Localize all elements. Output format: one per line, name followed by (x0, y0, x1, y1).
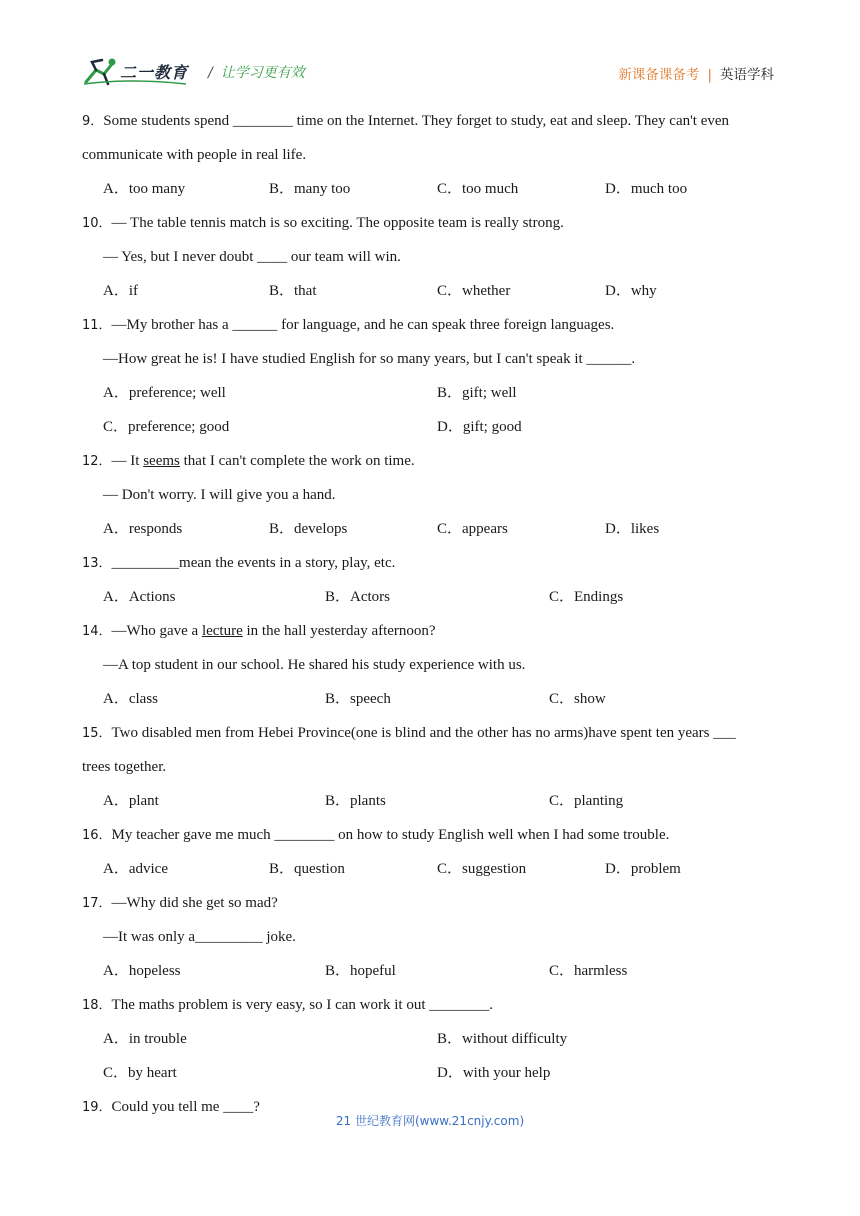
question-18-options-row1 (82, 1022, 782, 1056)
question-11-options-row2 (82, 410, 782, 444)
question-13: 13．_________mean the events in a story, play, etc. (82, 555, 396, 571)
option-a: A．preference; well (103, 385, 226, 401)
option-c: C．planting (549, 793, 624, 809)
question-15-options (82, 784, 782, 818)
question-19: 19．Could you tell me ____? (82, 1099, 260, 1115)
question-10-cont: — Yes, but I never doubt ____ our team will win. (103, 249, 401, 265)
option-a: A．class (103, 691, 158, 707)
header-subject: 英语学科 (720, 67, 774, 83)
option-b: B．Actors (325, 589, 390, 605)
question-11-options-row1 (82, 376, 782, 410)
question-13-options (82, 580, 782, 614)
question-15-cont: trees together. (82, 759, 167, 775)
option-a: A．Actions (103, 589, 176, 605)
option-c: C．show (549, 691, 606, 707)
option-c: C．suggestion (437, 861, 527, 877)
slogan: / 让学习更有效 (208, 65, 305, 81)
underlined-word: seems (143, 453, 180, 469)
option-a: A．advice (103, 861, 168, 877)
question-18-options-row2 (82, 1056, 782, 1090)
question-16-options (82, 852, 782, 886)
option-b: B．without difficulty (437, 1031, 568, 1047)
question-9-cont: communicate with people in real life. (82, 147, 307, 163)
option-a: A．hopeless (103, 963, 181, 979)
question-12-cont: — Don't worry. I will give you a hand. (103, 487, 336, 503)
question-10-options (82, 274, 782, 308)
underlined-word: lecture (201, 623, 243, 639)
question-12: 12．— It seems that I can't complete the work on time. (82, 453, 415, 469)
question-9: 9．Some students spend ________ time on the Internet. They forget to study, eat and sleep. They can't even (82, 113, 730, 129)
question-14: 14．—Who gave a lecture in the hall yesterday afternoon? (82, 623, 436, 639)
option-c: C．harmless (549, 963, 628, 979)
option-c: C．preference; good (103, 419, 230, 435)
page-header (82, 52, 774, 92)
option-b: B．plants (325, 793, 386, 809)
option-b: B．many too (269, 181, 351, 197)
header-right (618, 63, 774, 83)
question-17: 17．—Why did she get so mad? (82, 895, 278, 911)
option-a: A．too many (103, 181, 186, 197)
option-c: C．appears (437, 521, 508, 537)
option-d: D．gift; good (437, 419, 522, 435)
option-d: D．likes (605, 521, 660, 537)
header-separator: | (707, 67, 712, 83)
option-b: B．hopeful (325, 963, 396, 979)
option-d: D．much too (605, 181, 688, 197)
option-d: D．with your help (437, 1065, 551, 1081)
question-17-cont: —It was only a_________ joke. (103, 929, 296, 945)
question-14-cont: —A top student in our school. He shared his study experience with us. (103, 657, 526, 673)
logo-text: 二一教育 (120, 63, 189, 82)
option-b: B．develops (269, 521, 348, 537)
option-a: A．if (103, 283, 138, 299)
page-footer[interactable]: 21 世纪教育网(www.21cnjy.com) (335, 1114, 525, 1128)
option-d: D．problem (605, 861, 681, 877)
question-17-options (82, 954, 782, 988)
answer-blank: _________ (111, 555, 180, 571)
question-12-options (82, 512, 782, 546)
question-18: 18．The maths problem is very easy, so I can work it out ________. (82, 997, 493, 1013)
option-b: B．question (269, 861, 345, 877)
question-15: 15．Two disabled men from Hebei Province(one is blind and the other has no arms)have spent ten years ___ (82, 725, 736, 741)
option-a: A．in trouble (103, 1031, 187, 1047)
question-14-options (82, 682, 782, 716)
option-c: C．too much (437, 181, 519, 197)
question-16: 16．My teacher gave me much ________ on how to study English well when I had some trouble. (82, 827, 670, 843)
option-d: D．why (605, 283, 657, 299)
header-label: 新课备课备考 (618, 67, 700, 83)
option-c: C．whether (437, 283, 511, 299)
option-b: B．that (269, 283, 317, 299)
option-c: C．Endings (549, 589, 624, 605)
question-10: 10．— The table tennis match is so exciting. The opposite team is really strong. (82, 215, 564, 231)
option-a: A．plant (103, 793, 159, 809)
question-11-cont: —How great he is! I have studied English for so many years, but I can't speak it ______. (103, 351, 636, 367)
option-c: C．by heart (103, 1065, 177, 1081)
option-b: B．gift; well (437, 385, 517, 401)
question-9-options (82, 172, 782, 206)
question-list (82, 104, 782, 1124)
option-a: A．responds (103, 521, 183, 537)
question-11: 11．—My brother has a ______ for language, and he can speak three foreign languages. (82, 317, 615, 333)
option-b: B．speech (325, 691, 391, 707)
